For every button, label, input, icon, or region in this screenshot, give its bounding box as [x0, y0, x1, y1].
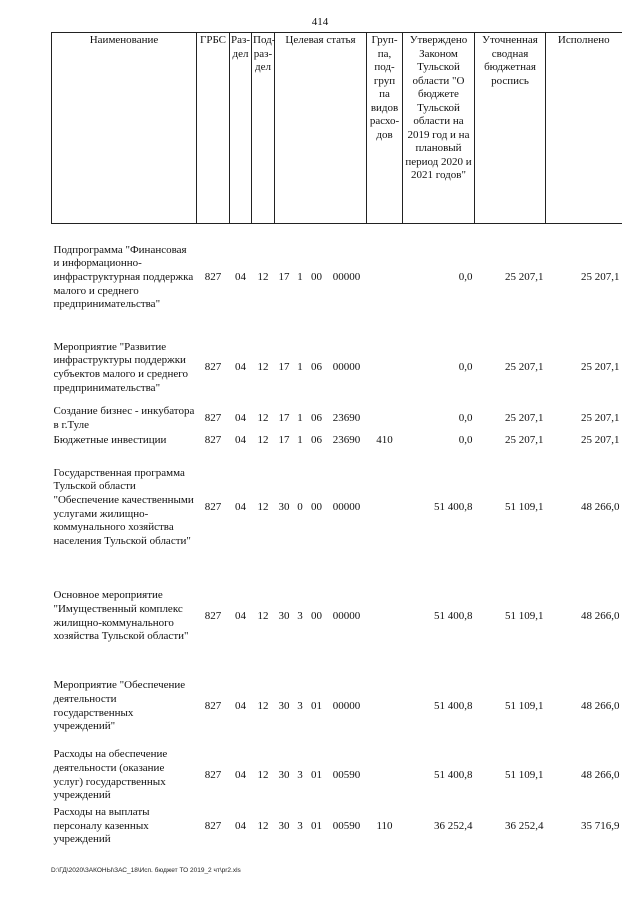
row-pr: 12: [257, 500, 269, 513]
row-pr: 12: [257, 819, 269, 832]
row-name: Расходы на выплаты персоналу казенных учреждений: [53, 806, 150, 846]
row-approved: 51 400,8: [434, 609, 473, 622]
row-cs4: 00000: [332, 361, 361, 374]
row-cs4: 23690: [332, 434, 361, 447]
row-vr: [367, 449, 403, 567]
row-pr: 12: [257, 434, 269, 447]
row-name: Основное мероприятие "Имущественный комплекс жилищно-коммунального хозяйства Тульской области": [53, 589, 189, 643]
header-executed: Исполнено: [546, 33, 622, 224]
row-name: Создание бизнес - инкубатора в г.Туле: [53, 405, 195, 431]
row-grbs: 827: [204, 412, 222, 425]
row-cs1: 17: [278, 361, 290, 374]
row-cs4: 00590: [332, 768, 361, 781]
header-target: Целевая статья: [275, 33, 367, 224]
row-approved: 0,0: [458, 270, 473, 283]
row-name: Мероприятие "Обеспечение деятельности государственных учреждений": [53, 679, 186, 733]
row-approved: 51 400,8: [434, 699, 473, 712]
header-refined: Уточненная сводная бюджетная роспись: [475, 33, 546, 224]
header-approved: Утверждено Законом Тульской области "О бюджете Тульской области на 2019 год и на плановый период 2020 и 2021 годов": [403, 33, 475, 224]
row-rz: 04: [235, 819, 246, 832]
row-vr: 110: [376, 819, 393, 832]
row-pr: 12: [257, 412, 269, 425]
row-refined: 36 252,4: [505, 819, 544, 832]
row-cs4: 00000: [332, 270, 361, 283]
row-vr: [367, 667, 403, 747]
row-executed: 35 716,9: [581, 819, 620, 832]
table-row: [52, 747, 622, 805]
row-executed: 25 207,1: [581, 412, 620, 425]
row-executed: 25 207,1: [581, 361, 620, 374]
row-cs1: 30: [278, 699, 290, 712]
file-path-footer: D:\ГД\2020\ЗАКОНЫ\ЗАС_18\Исп. бюджет ТО 2019_2 чт\pr2.xls: [51, 867, 241, 874]
row-cs1: 30: [278, 609, 290, 622]
row-name: Расходы на обеспечение деятельности (оказание услуг) государственных учреждений: [53, 748, 168, 802]
row-executed: 48 266,0: [581, 768, 620, 781]
row-vr: [367, 332, 403, 405]
row-cs2: 0: [297, 500, 303, 513]
row-rz: 04: [235, 270, 246, 283]
row-cs3: 01: [311, 819, 322, 832]
row-cs3: 01: [311, 699, 322, 712]
row-cs3: 06: [311, 361, 322, 374]
row-approved: 0,0: [458, 412, 473, 425]
page-number: 414: [311, 16, 329, 28]
budget-table: [51, 32, 622, 849]
row-cs1: 17: [278, 412, 290, 425]
row-cs3: 06: [311, 412, 322, 425]
row-cs2: 3: [297, 768, 303, 781]
row-refined: 51 109,1: [505, 768, 544, 781]
row-cs3: 00: [311, 270, 322, 283]
row-refined: 51 109,1: [505, 699, 544, 712]
row-cs3: 01: [311, 768, 322, 781]
row-rz: 04: [235, 361, 246, 374]
row-cs4: 00000: [332, 500, 361, 513]
header-razdel: Раз-дел: [230, 33, 252, 224]
row-approved: 0,0: [458, 361, 473, 374]
row-refined: 25 207,1: [505, 434, 544, 447]
row-approved: 51 400,8: [434, 768, 473, 781]
row-name: Мероприятие "Развитие инфраструктуры поддержки субъектов малого и среднего предпринимательства": [53, 340, 188, 394]
row-refined: 25 207,1: [505, 270, 544, 283]
row-cs2: 1: [297, 361, 303, 374]
row-rz: 04: [235, 699, 246, 712]
table-row: [52, 449, 622, 567]
table-row: [52, 567, 622, 667]
row-vr: [367, 224, 403, 332]
row-pr: 12: [257, 270, 269, 283]
row-rz: 04: [235, 434, 246, 447]
row-approved: 36 252,4: [434, 819, 473, 832]
table-row: [52, 405, 622, 434]
row-pr: 12: [257, 609, 269, 622]
row-cs2: 3: [297, 609, 303, 622]
row-refined: 51 109,1: [505, 609, 544, 622]
row-vr: [367, 747, 403, 805]
row-refined: 51 109,1: [505, 500, 544, 513]
row-cs3: 00: [311, 500, 322, 513]
row-grbs: 827: [204, 361, 222, 374]
row-vr: 410: [376, 434, 393, 447]
row-executed: 48 266,0: [581, 609, 620, 622]
header-vid: Груп-па, под-груп па видов расхо-дов: [367, 33, 403, 224]
row-cs3: 06: [311, 434, 322, 447]
row-cs4: 23690: [332, 412, 361, 425]
row-grbs: 827: [204, 609, 222, 622]
row-executed: 25 207,1: [581, 270, 620, 283]
row-cs2: 3: [297, 699, 303, 712]
table-row: [52, 667, 622, 747]
table-row: [52, 805, 622, 849]
row-grbs: 827: [204, 434, 222, 447]
row-cs1: 17: [278, 270, 290, 283]
row-approved: 0,0: [458, 434, 473, 447]
row-refined: 25 207,1: [505, 412, 544, 425]
row-cs2: 1: [297, 412, 303, 425]
row-cs2: 1: [297, 434, 303, 447]
row-executed: 48 266,0: [581, 500, 620, 513]
row-grbs: 827: [204, 270, 222, 283]
row-name: Бюджетные инвестиции: [53, 434, 167, 447]
row-rz: 04: [235, 412, 246, 425]
row-name: Государственная программа Тульской области "Обеспечение качественными услугами жилищно-коммунального хозяйства населения Тульской области": [53, 466, 194, 547]
row-name: Подпрограмма "Финансовая и информационно-инфраструктурная поддержка малого и среднего предпринимательства": [53, 243, 194, 311]
header-name: Наименование: [52, 33, 197, 224]
row-pr: 12: [257, 699, 269, 712]
row-grbs: 827: [204, 768, 222, 781]
row-executed: 25 207,1: [581, 434, 620, 447]
row-cs4: 00000: [332, 699, 361, 712]
table-row: [52, 224, 622, 332]
row-rz: 04: [235, 500, 246, 513]
row-cs2: 1: [297, 270, 303, 283]
table-row: [52, 332, 622, 405]
row-pr: 12: [257, 768, 269, 781]
row-cs1: 30: [278, 500, 290, 513]
row-rz: 04: [235, 609, 246, 622]
row-pr: 12: [257, 361, 269, 374]
table-row: [52, 434, 622, 449]
row-cs3: 00: [311, 609, 322, 622]
row-grbs: 827: [204, 500, 222, 513]
row-cs4: 00000: [332, 609, 361, 622]
row-executed: 48 266,0: [581, 699, 620, 712]
row-grbs: 827: [204, 819, 222, 832]
row-cs1: 17: [278, 434, 290, 447]
row-vr: [367, 567, 403, 667]
row-cs2: 3: [297, 819, 303, 832]
row-grbs: 827: [204, 699, 222, 712]
row-approved: 51 400,8: [434, 500, 473, 513]
row-cs4: 00590: [332, 819, 361, 832]
header-podrazdel: Под-раз-дел: [252, 33, 275, 224]
row-refined: 25 207,1: [505, 361, 544, 374]
row-vr: [367, 405, 403, 434]
row-cs1: 30: [278, 819, 290, 832]
table-header-row: [52, 33, 622, 224]
header-grbs: ГРБС: [197, 33, 230, 224]
row-rz: 04: [235, 768, 246, 781]
row-cs1: 30: [278, 768, 290, 781]
